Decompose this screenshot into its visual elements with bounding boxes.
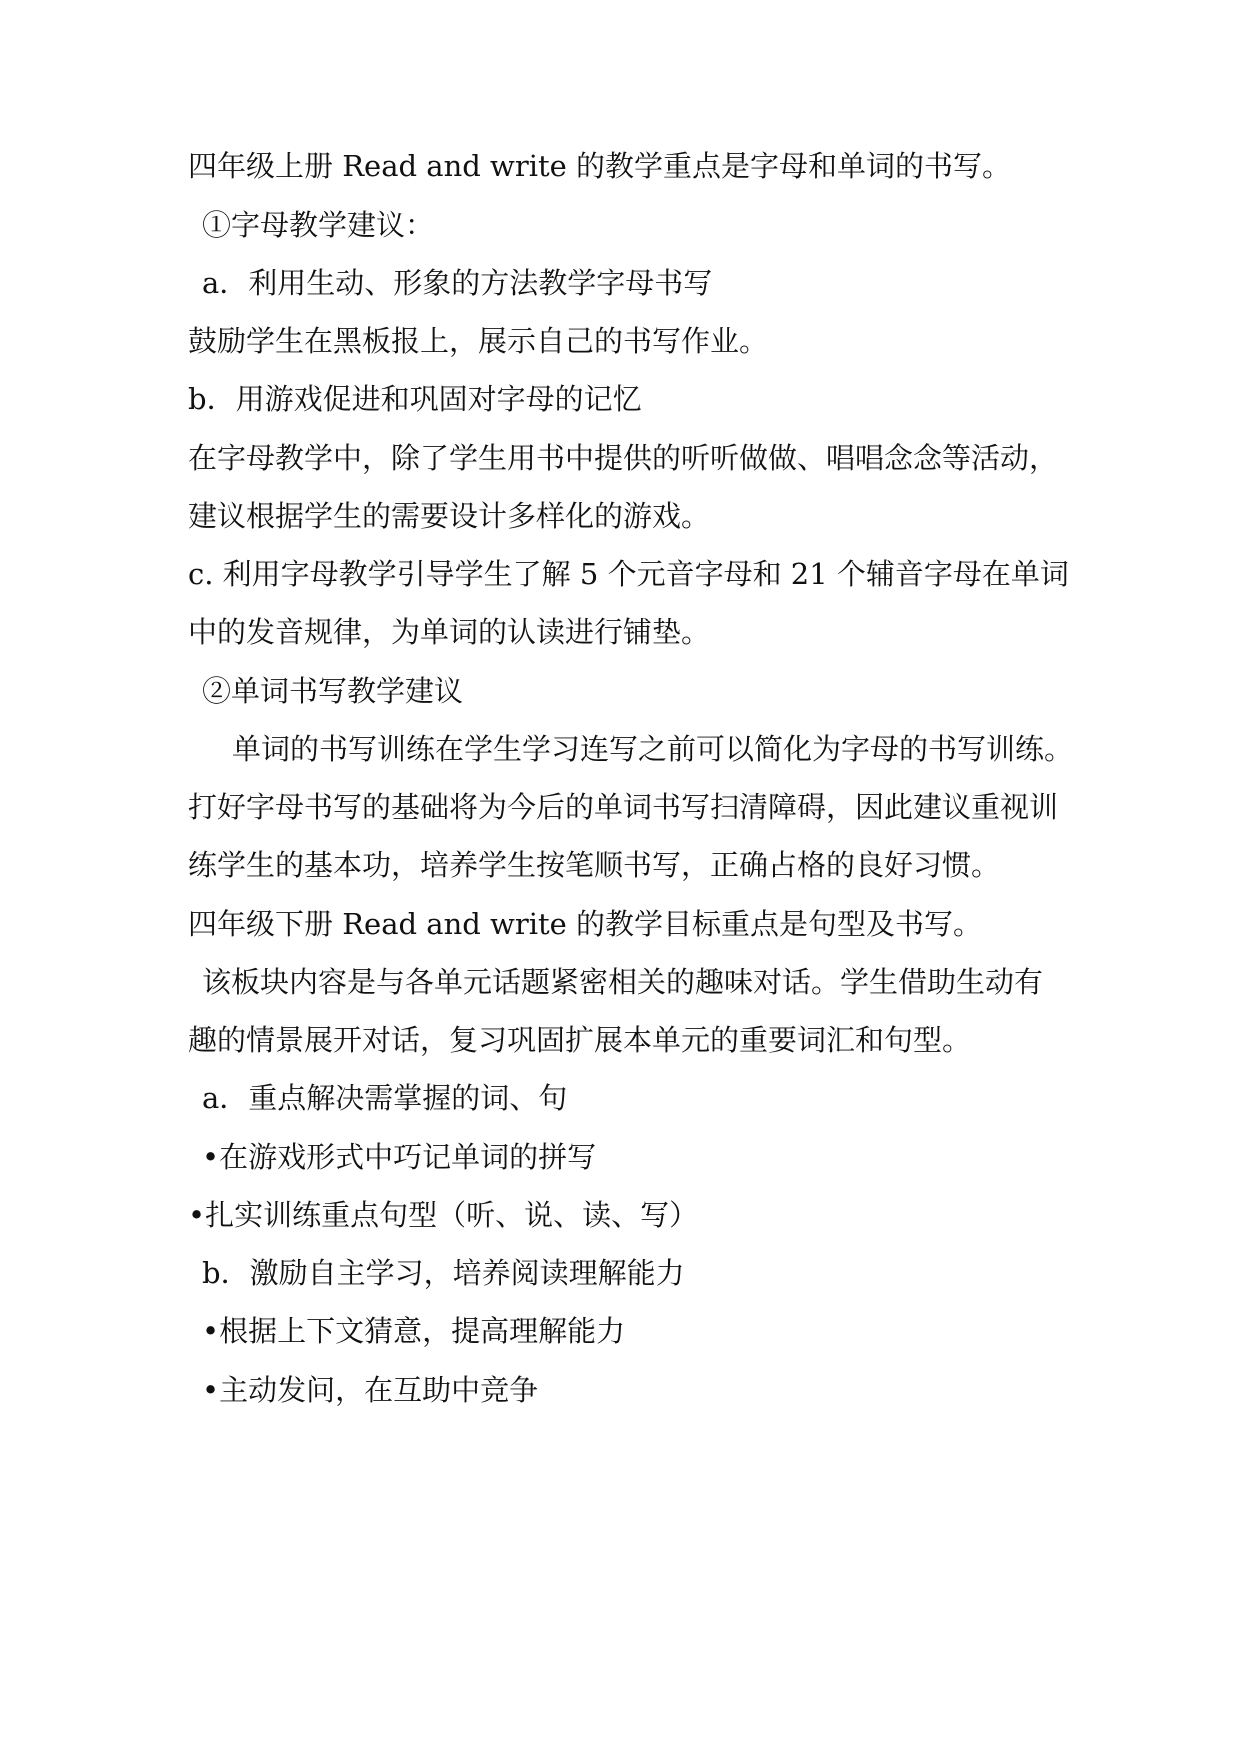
paragraph-line-2: ①字母教学建议： xyxy=(202,208,435,242)
paragraph-line-13: 练学生的基本功，培养学生按笔顺书写，正确占格的良好习惯。 xyxy=(188,848,1001,882)
bullet-line-2: •扎实训练重点句型（听、说、读、写） xyxy=(188,1198,699,1232)
paragraph-line-17: a．重点解决需掌握的词、句 xyxy=(202,1081,568,1115)
paragraph-line-7: 建议根据学生的需要设计多样化的游戏。 xyxy=(188,499,711,533)
paragraph-line-10: ②单词书写教学建议 xyxy=(202,674,464,708)
paragraph-line-18: b．激励自主学习，培养阅读理解能力 xyxy=(202,1256,685,1290)
paragraph-line-5: b．用游戏促进和巩固对字母的记忆 xyxy=(188,382,642,416)
paragraph-line-1: 四年级上册 Read and write 的教学重点是字母和单词的书写。 xyxy=(188,149,1012,183)
bullet-line-3: •根据上下文猜意，提高理解能力 xyxy=(202,1314,626,1348)
paragraph-line-11: 单词的书写训练在学生学习连写之前可以简化为字母的书写训练。 xyxy=(232,732,1074,766)
paragraph-line-16: 趣的情景展开对话，复习巩固扩展本单元的重要词汇和句型。 xyxy=(188,1023,972,1057)
paragraph-line-9: 中的发音规律，为单词的认读进行铺垫。 xyxy=(188,615,711,649)
paragraph-line-3: a．利用生动、形象的方法教学字母书写 xyxy=(202,266,713,300)
paragraph-line-6: 在字母教学中，除了学生用书中提供的听听做做、唱唱念念等活动， xyxy=(188,441,1059,475)
paragraph-line-8: c. 利用字母教学引导学生了解 5 个元音字母和 21 个辅音字母在单词 xyxy=(188,557,1069,591)
bullet-line-4: •主动发问，在互助中竞争 xyxy=(202,1373,539,1407)
paragraph-line-15: 该板块内容是与各单元话题紧密相关的趣味对话。学生借助生动有 xyxy=(202,965,1044,999)
bullet-line-1: •在游戏形式中巧记单词的拼写 xyxy=(202,1140,597,1174)
paragraph-line-12: 打好字母书写的基础将为今后的单词书写扫清障碍，因此建议重视训 xyxy=(188,790,1059,824)
paragraph-line-4: 鼓励学生在黑板报上，展示自己的书写作业。 xyxy=(188,324,769,358)
paragraph-line-14: 四年级下册 Read and write 的教学目标重点是句型及书写。 xyxy=(188,907,983,941)
